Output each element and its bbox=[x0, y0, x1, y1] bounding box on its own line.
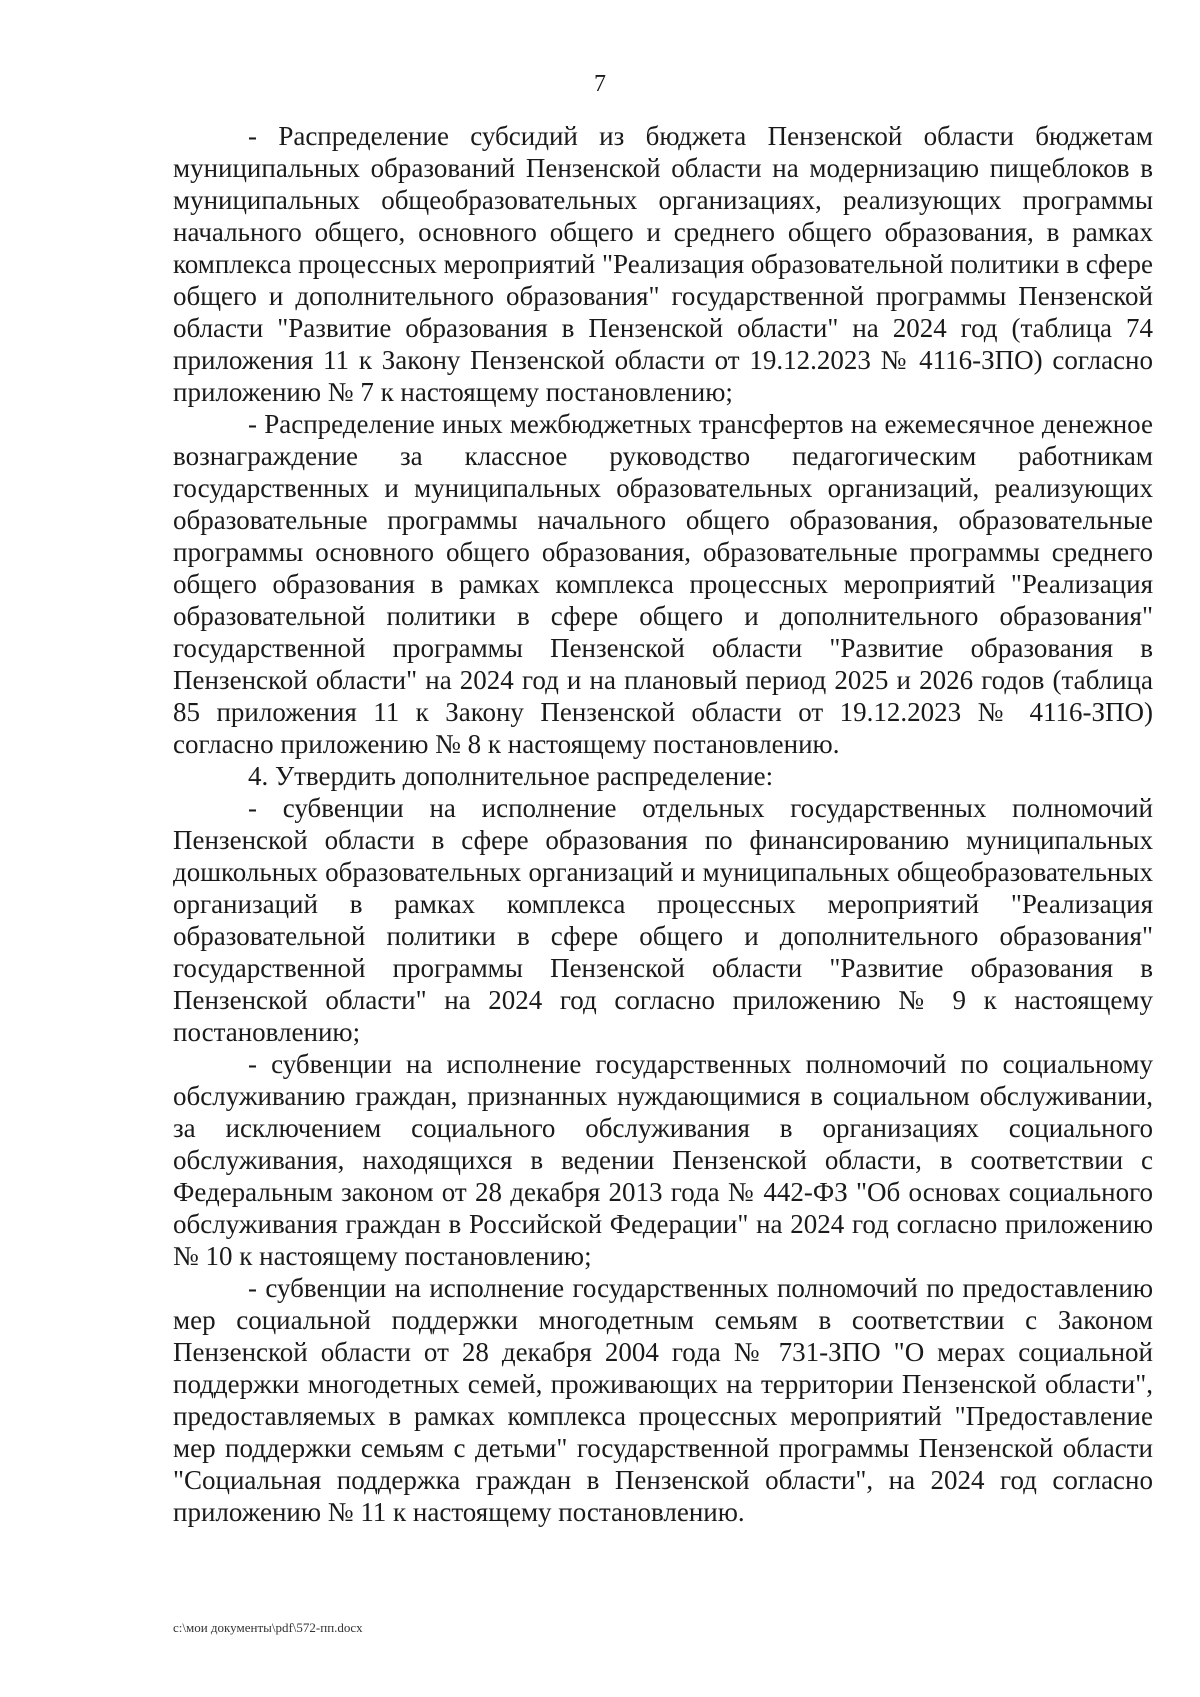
paragraph-subsidies-food-units: - Распределение субсидий из бюджета Пензенской области бюджетам муниципальных образований Пензенской области на модернизацию пищеблоков в муниципальных общеобразовательных организациях, реализующих программы начального общего, основного общего и среднего общего образования, в рамках комплекса процессных мероприятий "Реализация образовательной политики в сфере общего и дополнительного образования" государственной программы Пензенской области "Развитие образования в Пензенской области" на 2024 год (таблица 74 приложения 11 к Закону Пензенской области от 19.12.2023 № 4116-ЗПО) согласно приложению № 7 к настоящему постановлению; bbox=[173, 121, 1153, 407]
paragraph-subvention-social-service: - субвенции на исполнение государственных полномочий по социальному обслуживанию граждан, признанных нуждающимися в социальном обслуживании, за исключением социального обслуживания в организациях социального обслуживания, находящихся в ведении Пензенской области, в соответствии с Федеральным законом от 28 декабря 2013 года № 442-ФЗ "Об основах социального обслуживания граждан в Российской Федерации" на 2024 год согласно приложению № 10 к настоящему постановлению; bbox=[173, 1049, 1153, 1271]
paragraph-item-4-heading: 4. Утвердить дополнительное распределение: bbox=[248, 761, 774, 791]
paragraph-subvention-education: - субвенции на исполнение отдельных государственных полномочий Пензенской области в сфере образования по финансированию муниципальных дошкольных образовательных организаций и муниципальных общеобразовательных организаций в рамках комплекса процессных мероприятий "Реализация образовательной политики в сфере общего и дополнительного образования" государственной программы Пензенской области "Развитие образования в Пензенской области" на 2024 год согласно приложению № 9 к настоящему постановлению; bbox=[173, 793, 1153, 1047]
page-number: 7 bbox=[594, 71, 606, 97]
paragraph-subvention-large-families: - субвенции на исполнение государственных полномочий по предоставлению мер социальной поддержки многодетным семьям в соответствии с Законом Пензенской области от 28 декабря 2004 года № 731-ЗПО "О мерах социальной поддержки многодетных семей, проживающих на территории Пензенской области", предоставляемых в рамках комплекса процессных мероприятий "Предоставление мер поддержки семьям с детьми" государственной программы Пензенской области "Социальная поддержка граждан в Пензенской области", на 2024 год согласно приложению № 11 к настоящему постановлению. bbox=[173, 1273, 1153, 1527]
footer-file-path: c:\мои документы\pdf\572-пп.docx bbox=[173, 1620, 363, 1635]
paragraph-transfers-class-guidance: - Распределение иных межбюджетных трансфертов на ежемесячное денежное вознаграждение за классное руководство педагогическим работникам государственных и муниципальных образовательных организаций, реализующих образовательные программы начального общего образования, образовательные программы основного общего образования, образовательные программы среднего общего образования в рамках комплекса процессных мероприятий "Реализация образовательной политики в сфере общего и дополнительного образования" государственной программы Пензенской области "Развитие образования в Пензенской области" на 2024 год и на плановый период 2025 и 2026 годов (таблица 85 приложения 11 к Закону Пензенской области от 19.12.2023 № 4116-ЗПО) согласно приложению № 8 к настоящему постановлению. bbox=[173, 409, 1153, 759]
document-body bbox=[173, 120, 1153, 1528]
